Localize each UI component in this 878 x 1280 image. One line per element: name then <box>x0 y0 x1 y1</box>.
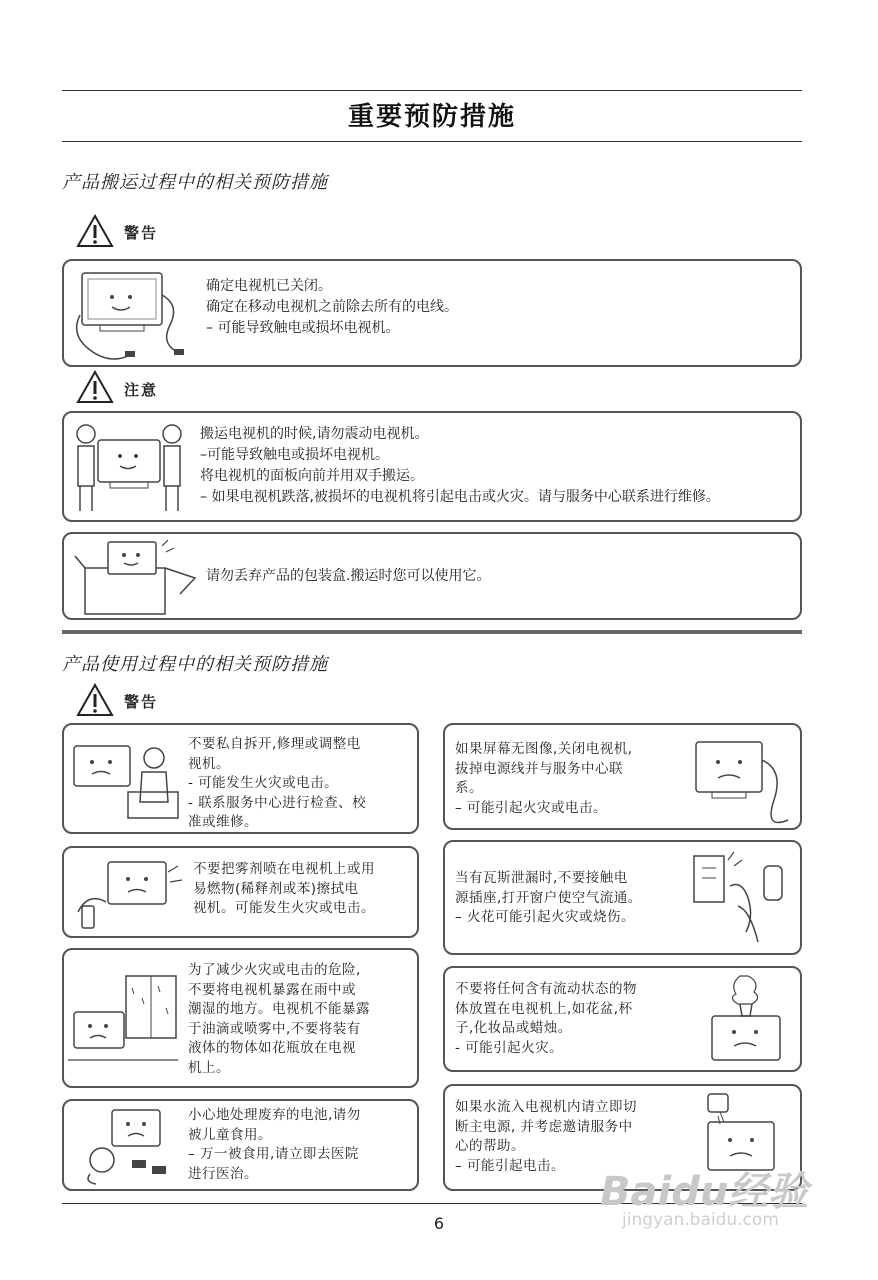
title-rule <box>62 141 802 142</box>
usage-left-text-1: 不要私自拆开,修理或调整电 视机。 - 可能发生火灾或电击。 - 联系服务中心进行检查、校 准或维修。 <box>188 736 367 830</box>
warning-icon-usage <box>76 683 114 717</box>
two-person-carry-illustration <box>70 416 190 516</box>
warning-label: 警告 <box>124 224 159 242</box>
tv-repair-illustration <box>68 732 184 824</box>
top-rule <box>62 90 802 91</box>
usage-right-text-2: 当有瓦斯泄漏时,不要接触电 源插座,打开窗户使空气流通。 – 火花可能引起火灾或烧伤。 <box>455 870 642 925</box>
caution-text-transport: 搬运电视机的时候,请勿震动电视机。 –可能导致触电或损坏电视机。 将电视机的面板向前并用双手搬运。 – 如果电视机跌落,被损坏的电视机将引起电击或火灾。请与服务中心联系进行维修。 <box>200 426 720 505</box>
tv-rain-illustration <box>68 968 184 1068</box>
usage-heading: 产品使用过程中的相关预防措施 <box>62 654 328 675</box>
watermark-url: jingyan.baidu.com <box>622 1210 779 1230</box>
tv-unplug-illustration <box>70 265 195 360</box>
usage-right-text-4: 如果水流入电视机内请立即切 断主电源, 并考虑邀请服务中 心的帮助。 – 可能引起电击。 <box>455 1099 637 1174</box>
caution-label: 注意 <box>124 381 159 399</box>
transport-heading: 产品搬运过程中的相关预防措施 <box>62 172 328 193</box>
page-number: 6 <box>433 1214 445 1233</box>
warning-icon <box>76 214 114 248</box>
tv-spray-illustration <box>68 852 188 932</box>
section-divider <box>62 630 802 634</box>
usage-left-text-4: 小心地处理废弃的电池,请勿 被儿童食用。 – 万一被食用,请立即去医院 进行医治。 <box>188 1107 361 1182</box>
usage-right-text-3: 不要将任何含有流动状态的物 体放置在电视机上,如花盆,杯 子,化妆品或蜡烛。 - 可能引起火灾。 <box>455 981 637 1056</box>
warning-label-usage: 警告 <box>124 693 159 711</box>
usage-left-text-3: 为了减少火灾或电击的危险, 不要将电视机暴露在雨中或 潮湿的地方。电视机不能暴露 于油滴或喷雾中,不要将装有 液体的物体如花瓶放在电视 机上。 <box>188 962 370 1076</box>
page-title: 重要预防措施 <box>347 102 516 132</box>
packaging-text: 请勿丢弃产品的包装盒.搬运时您可以使用它。 <box>206 568 491 584</box>
watermark: Baidu经验 <box>600 1169 809 1215</box>
tv-vase-illustration <box>700 970 796 1068</box>
usage-right-text-1: 如果屏幕无图像,关闭电视机, 拔掉电源线并与服务中心联 系。 – 可能引起火灾或电击。 <box>455 741 633 816</box>
tv-box-illustration <box>70 538 200 616</box>
caution-icon <box>76 370 114 404</box>
usage-left-text-2: 不要把雾剂喷在电视机上或用 易燃物(稀释剂或苯)擦拭电 视机。可能发生火灾或电击。 <box>193 861 375 916</box>
battery-illustration <box>72 1104 182 1186</box>
gas-leak-illustration <box>688 846 796 950</box>
warning-text-transport: 确定电视机已关闭。 确定在移动电视机之前除去所有的电线。 – 可能导致触电或损坏电视机。 <box>206 278 458 336</box>
tv-no-picture-illustration <box>688 730 796 824</box>
